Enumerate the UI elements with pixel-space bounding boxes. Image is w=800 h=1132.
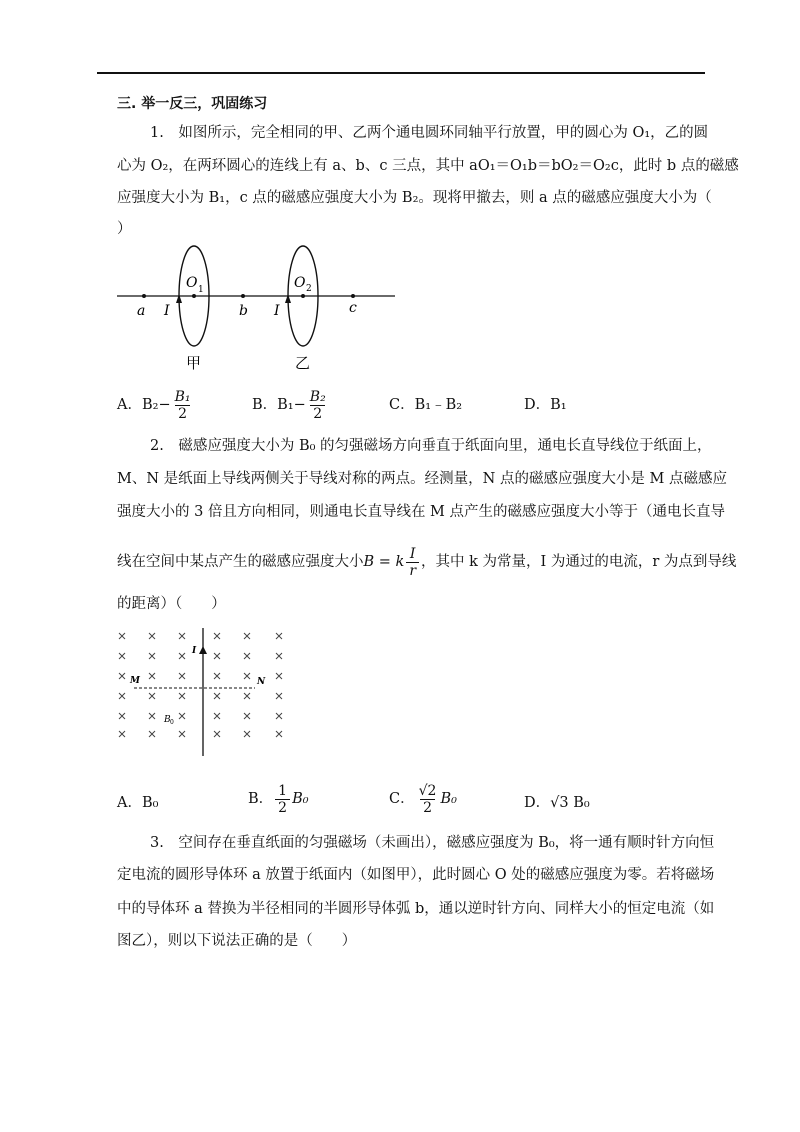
label-b0: B (164, 715, 171, 725)
field-cross (276, 653, 282, 659)
field-cross (244, 713, 250, 719)
point-o2 (301, 294, 305, 298)
q1-line-4: ） (117, 221, 132, 237)
field-cross (149, 653, 155, 659)
field-cross (149, 633, 155, 639)
q2-option-d[interactable]: D．√3 B₀ (524, 795, 590, 811)
q1-line-3: 应强度大小为 B₁，c 点的磁感应强度大小为 B₂。现将甲撤去，则 a 点的磁感应强度大小为（ (117, 190, 712, 206)
field-cross (119, 653, 125, 659)
field-cross (244, 693, 250, 699)
q2-option-a[interactable]: A．B₀ (117, 795, 159, 811)
q2-line-1: 2. 磁感应强度大小为 B₀ 的匀强磁场方向垂直于纸面向里，通电长直导线位于纸面上， (150, 438, 712, 454)
field-cross (214, 693, 220, 699)
field-cross (149, 673, 155, 679)
q1-option-a[interactable]: A．B₂− $\frac{\text{B₁}}{2}$ (117, 388, 191, 422)
q1-figure (112, 240, 412, 380)
field-cross (214, 731, 220, 737)
point-a (142, 294, 146, 298)
field-cross (119, 673, 125, 679)
formula-lhs: B = k (363, 554, 405, 570)
field-cross (276, 731, 282, 737)
field-cross (179, 731, 185, 737)
field-cross (119, 693, 125, 699)
label-i-yi: I (274, 303, 280, 319)
field-cross (149, 693, 155, 699)
field-cross (244, 673, 250, 679)
label-o2: O (294, 275, 306, 291)
q2-option-c[interactable]: C． $\frac{√2}{2}$ B₀ (389, 782, 457, 816)
q1-option-c[interactable]: C．B₁﹣B₂ (389, 397, 463, 413)
label-jia: 甲 (186, 354, 202, 372)
label-i: I (192, 646, 197, 656)
field-cross (179, 653, 185, 659)
label-a: a (137, 303, 146, 319)
label-yi: 乙 (295, 354, 311, 372)
q3-line-1: 3. 空间存在垂直纸面的匀强磁场（未画出），磁感应强度为 B₀，将一通有顺时针方向恒 (150, 835, 715, 851)
q1-option-d[interactable]: D．B₁ (524, 397, 567, 413)
q2-line-4: 线在空间中某点产生的磁感应强度大小B = k $\frac{I}{r}$ ，其中 k 为常量，I 为通过的电流，r 为点到导线 (117, 545, 737, 579)
field-cross (244, 731, 250, 737)
field-cross (214, 653, 220, 659)
q2-line-2: M、N 是纸面上导线两侧关于导线对称的两点。经测量，N 点的磁感应强度大小是 M 点磁感应 (117, 471, 728, 487)
label-i-jia: I (164, 303, 170, 319)
label-n: N (257, 677, 266, 687)
point-b (241, 294, 245, 298)
field-cross (119, 633, 125, 639)
field-cross (149, 731, 155, 737)
point-o1 (192, 294, 196, 298)
field-cross (276, 673, 282, 679)
field-cross (214, 633, 220, 639)
field-cross (214, 713, 220, 719)
field-cross (179, 713, 185, 719)
q2-figure (112, 626, 302, 758)
label-o2-sub: 2 (306, 284, 312, 294)
point-c (351, 294, 355, 298)
wire-current-arrow (199, 646, 207, 654)
field-cross (276, 633, 282, 639)
q1-line-2: 心为 O₂，在两环圆心的连线上有 a、b、c 三点，其中 aO₁＝O₁b＝bO₂＝O₂c，此时 b 点的磁感 (117, 158, 739, 174)
header-rule (97, 72, 705, 74)
q1-option-b[interactable]: B．B₁− $\frac{\text{B₂}}{2}$ (252, 388, 326, 422)
q3-line-4: 图乙），则以下说法正确的是（ ） (117, 933, 357, 949)
q3-line-3: 中的导体环 a 替换为半径相同的半圆形导体弧 b，通以逆时针方向、同样大小的恒定电流（如 (117, 901, 715, 917)
field-cross (179, 673, 185, 679)
field-cross (179, 693, 185, 699)
field-cross (214, 673, 220, 679)
label-m: M (130, 676, 140, 686)
label-b0-sub: 0 (170, 719, 174, 726)
q2-line-5: 的距离）（ ） (117, 596, 226, 612)
field-cross (119, 713, 125, 719)
field-cross (244, 653, 250, 659)
q2-option-b[interactable]: B． $\frac{1}{2}$ B₀ (248, 782, 309, 816)
field-cross (276, 713, 282, 719)
formula-fraction: $\frac{I}{r}$ (406, 546, 419, 579)
label-o1: O (186, 275, 198, 291)
label-b: b (239, 303, 248, 319)
section-title: 三. 举一反三，巩固练习 (117, 96, 268, 112)
field-cross (149, 713, 155, 719)
q3-line-2: 定电流的圆形导体环 a 放置于纸面内（如图甲），此时圆心 O 处的磁感应强度为零。若将磁场 (117, 867, 715, 883)
label-o1-sub: 1 (198, 285, 204, 295)
q2-line-3: 强度大小的 3 倍且方向相同，则通电长直导线在 M 点产生的磁感应强度大小等于（通电长直导 (117, 504, 726, 520)
q1-line-1: 1. 如图所示，完全相同的甲、乙两个通电圆环同轴平行放置，甲的圆心为 O₁，乙的圆 (150, 125, 709, 141)
field-cross (179, 633, 185, 639)
field-cross (119, 731, 125, 737)
label-c: c (349, 300, 357, 316)
field-cross (244, 633, 250, 639)
field-cross (276, 693, 282, 699)
